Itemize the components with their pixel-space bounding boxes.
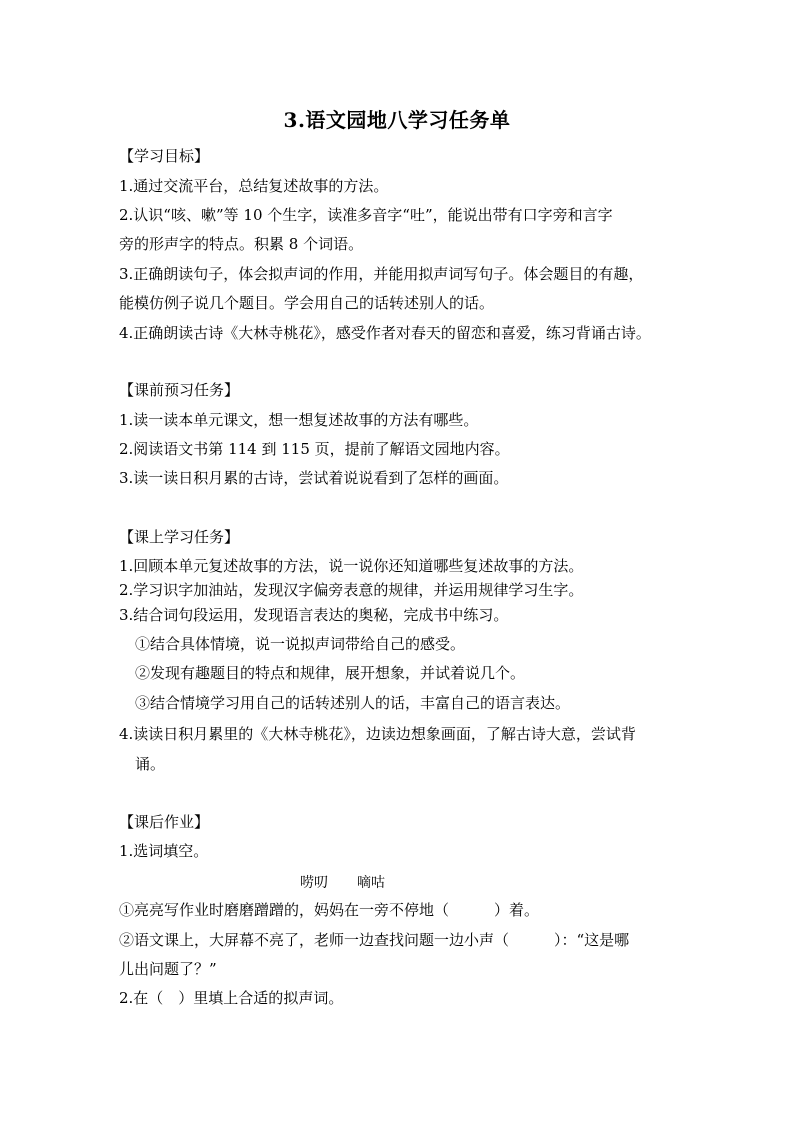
class-task-subline: ③结合情境学习用自己的话转述别人的话，丰富自己的语言表达。 — [135, 694, 571, 712]
objective-line: 能模仿例子说几个题目。学会用自己的话转述别人的话。 — [119, 294, 495, 312]
objective-line: 1.通过交流平台，总结复述故事的方法。 — [119, 177, 389, 195]
class-task-line: 2.学习识字加油站，发现汉字偏旁表意的规律，并运用规律学习生字。 — [119, 581, 584, 599]
homework-question-2: 2.在（ ）里填上合适的拟声词。 — [119, 989, 344, 1007]
class-task-subline: ①结合具体情境，说一说拟声词带给自己的感受。 — [135, 635, 466, 653]
preview-heading: 【课前预习任务】 — [119, 381, 240, 399]
class-task-line: 3.结合词句段运用，发现语言表达的奥秘，完成书中练习。 — [119, 606, 509, 624]
word-choice: 唠叨 — [300, 875, 328, 891]
homework-sentence-2: ②语文课上，大屏幕不亮了，老师一边查找问题一边小声（ ）：“这是哪 — [119, 931, 630, 949]
homework-sentence-1: ①亮亮写作业时磨磨蹭蹭的，妈妈在一旁不停地（ ）着。 — [119, 901, 540, 919]
word-choice: 嘀咕 — [357, 875, 385, 891]
objective-line: 4.正确朗读古诗《大林寺桃花》，感受作者对春天的留恋和喜爱，练习背诵古诗。 — [119, 324, 651, 342]
class-task-line: 4.读读日积月累里的《大林寺桃花》，边读边想象画面，了解古诗大意，尝试背 — [119, 725, 636, 743]
homework-sentence-2-cont: 儿出问题了？” — [119, 960, 217, 978]
homework-heading: 【课后作业】 — [119, 813, 210, 831]
objectives-heading: 【学习目标】 — [119, 147, 210, 165]
page-title: 3.语文园地八学习任务单 — [283, 108, 511, 132]
class-task-subline: ②发现有趣题目的特点和规律，展开想象，并试着说几个。 — [135, 664, 526, 682]
preview-line: 2.阅读语文书第 114 到 115 页，提前了解语文园地内容。 — [119, 440, 510, 458]
class-task-line-cont: 诵。 — [135, 755, 166, 773]
objective-line: 旁的形声字的特点。积累 8 个词语。 — [119, 235, 364, 253]
class-tasks-heading: 【课上学习任务】 — [119, 528, 240, 546]
class-task-line: 1.回顾本单元复述故事的方法，说一说你还知道哪些复述故事的方法。 — [119, 557, 584, 575]
preview-line: 1.读一读本单元课文，想一想复述故事的方法有哪些。 — [119, 411, 479, 429]
objective-line: 3.正确朗读句子，体会拟声词的作用，并能用拟声词写句子。体会题目的有趣， — [119, 265, 644, 283]
preview-line: 3.读一读日积月累的古诗，尝试着说说看到了怎样的画面。 — [119, 469, 509, 487]
homework-question-1: 1.选词填空。 — [119, 842, 209, 860]
objective-line: 2.认识“咳、嗽”等 10 个生字，读准多音字“吐”，能说出带有口字旁和言字 — [119, 206, 613, 224]
